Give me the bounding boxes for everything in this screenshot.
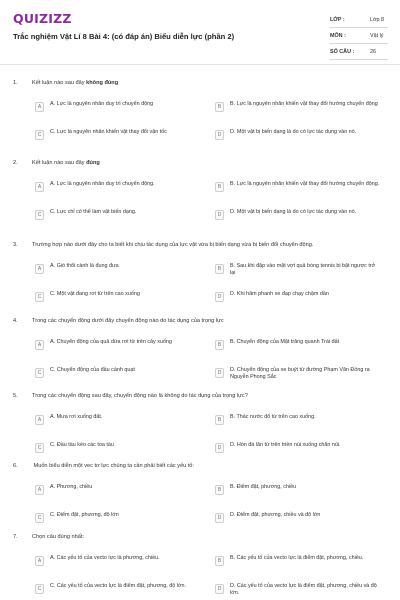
option-letter-box: A — [35, 264, 44, 274]
option-text: C. Lực chỉ có thể làm vật biến dạng. — [50, 209, 137, 215]
question-prompt — [13, 318, 393, 325]
meta-row-subject — [330, 30, 388, 44]
option-letter-box: B — [215, 102, 224, 112]
option-letter-box: C — [35, 513, 44, 523]
option-text: C. Một vật đang rơi từ trên cao xuống — [50, 291, 140, 297]
option-letter-box: B — [215, 182, 224, 192]
option-letter-box: A — [35, 340, 44, 350]
option-letter-box: C — [35, 584, 44, 594]
answer-option-a[interactable] — [35, 100, 205, 116]
option-text: A. Phương, chiều — [50, 484, 93, 490]
answer-option-a[interactable] — [35, 554, 205, 570]
question-prompt — [13, 80, 393, 87]
question-block — [0, 534, 400, 600]
option-letter-box: C — [35, 292, 44, 302]
option-text: D. Hòn đá lăn từ trên triền núi xuống chân núi. — [230, 442, 341, 448]
answer-option-c[interactable] — [35, 441, 205, 457]
option-text: C. Các yếu tố của vecto lực là điểm đặt, phương, độ lớn. — [50, 583, 186, 589]
answer-option-a[interactable] — [35, 180, 205, 196]
answer-option-a[interactable] — [35, 338, 205, 354]
question-number: 4. — [13, 318, 18, 324]
option-letter-box: D — [215, 584, 224, 594]
option-text: C. Lực là nguyên nhân khiến vật thay đổi vận tốc — [50, 129, 167, 135]
question-emphasis: đúng — [86, 160, 100, 166]
option-text: B. Các yếu tố của vecto lực là điểm đặt, phương, chiều. — [230, 555, 364, 561]
meta-label: SỐ CÂU : — [330, 49, 355, 55]
meta-label: LỚP : — [330, 17, 345, 23]
meta-row-count — [330, 46, 388, 60]
question-text: Trong các chuyển động dưới đây chuyển động nào do tác dụng của trọng lực — [32, 318, 224, 324]
option-letter-box: B — [215, 264, 224, 274]
answer-option-d[interactable] — [215, 511, 385, 527]
question-number: 6. — [13, 463, 18, 469]
option-letter-box: B — [215, 340, 224, 350]
option-text: A. Lực là nguyên nhân duy trì chuyển động. — [50, 181, 155, 187]
option-letter-box: A — [35, 182, 44, 192]
question-prompt — [13, 242, 393, 249]
worksheet-header — [0, 0, 400, 64]
option-letter-box: D — [215, 443, 224, 453]
option-text: D. Khi hãm phanh xe đạp chạy chậm dần — [230, 291, 329, 297]
answer-option-b[interactable] — [215, 180, 385, 196]
option-letter-box: B — [215, 415, 224, 425]
answer-option-a[interactable] — [35, 262, 205, 278]
option-text: B. Chuyển động của Mặt trăng quanh Trái đất — [230, 339, 340, 345]
question-block — [0, 318, 400, 388]
question-emphasis: không đúng — [86, 80, 119, 86]
question-prompt — [13, 160, 393, 167]
option-letter-box: C — [35, 443, 44, 453]
answer-option-d[interactable] — [215, 366, 385, 382]
answer-option-b[interactable] — [215, 483, 385, 499]
option-letter-box: B — [215, 556, 224, 566]
meta-label: MÔN : — [330, 33, 346, 39]
option-text: D. Một vật bị biến dạng là do có lực tác dụng vào nó. — [230, 129, 357, 135]
option-letter-box: D — [215, 368, 224, 378]
option-text: C. Chuyển động của đầu cánh quạt — [50, 367, 135, 373]
option-letter-box: B — [215, 485, 224, 495]
option-letter-box: C — [35, 368, 44, 378]
option-text: B. Lực là nguyên nhân khiến vật thay đổi hướng chuyển động. — [230, 181, 380, 187]
option-text: A. Mưa rơi xuống đất. — [50, 414, 103, 420]
answer-option-b[interactable] — [215, 413, 385, 429]
answer-option-c[interactable] — [35, 290, 205, 306]
option-letter-box: A — [35, 415, 44, 425]
answer-option-b[interactable] — [215, 262, 385, 278]
answer-option-c[interactable] — [35, 208, 205, 224]
answer-option-c[interactable] — [35, 128, 205, 144]
question-number: 5. — [13, 393, 18, 399]
option-text: A. Lực là nguyên nhân duy trì chuyển động — [50, 101, 154, 107]
option-text: C. Đầu tàu kéo các toa tàu — [50, 442, 114, 448]
option-text: B. Thác nước đổ từ trên cao xuống. — [230, 414, 316, 420]
question-block — [0, 160, 400, 230]
option-letter-box: D — [215, 130, 224, 140]
answer-option-d[interactable] — [215, 208, 385, 224]
question-block — [0, 393, 400, 463]
question-number: 3. — [13, 242, 18, 248]
answer-option-b[interactable] — [215, 338, 385, 354]
header-divider — [0, 64, 400, 65]
answer-option-d[interactable] — [215, 128, 385, 144]
meta-row-class — [330, 14, 388, 28]
answer-option-d[interactable] — [215, 290, 385, 306]
option-text: D. Chuyển động của xe buýt từ đường Phạm Văn Đồng ra Nguyễn Phong Sắc — [230, 367, 370, 381]
option-letter-box: D — [215, 513, 224, 523]
quizizz-logo: QUIZIZZ — [13, 11, 72, 26]
option-letter-box: D — [215, 292, 224, 302]
option-text: C. Điểm đặt, phương, độ lớn — [50, 512, 119, 518]
option-letter-box: A — [35, 102, 44, 112]
question-number: 7. — [13, 534, 18, 540]
answer-option-d[interactable] — [215, 582, 385, 598]
option-text: D. Một vật bị biến dạng là do có lực tác dụng vào nó. — [230, 209, 357, 215]
answer-option-c[interactable] — [35, 511, 205, 527]
meta-value: Vật lý — [370, 33, 384, 39]
question-text: Trong các chuyển động sau đây, chuyển động nào là không do tác dụng của trọng lực? — [32, 393, 248, 399]
question-block — [0, 242, 400, 312]
question-prompt — [13, 463, 393, 470]
question-block — [0, 80, 400, 150]
option-letter-box: D — [215, 210, 224, 220]
option-letter-box: A — [35, 556, 44, 566]
meta-value: Lớp 8 — [370, 17, 385, 23]
meta-value: 26 — [370, 49, 376, 55]
question-block — [0, 463, 400, 533]
question-prompt — [13, 534, 393, 541]
answer-option-a[interactable] — [35, 483, 205, 499]
option-letter-box: C — [35, 210, 44, 220]
question-text: Muốn biểu diễn một vec tơ lực chúng ta cần phải biết các yếu tố: — [32, 463, 194, 469]
option-text: D. Điểm đặt, phương, chiều và độ lớn — [230, 512, 321, 518]
worksheet-meta — [330, 14, 388, 62]
option-letter-box: A — [35, 485, 44, 495]
answer-option-c[interactable] — [35, 366, 205, 382]
option-text: B. Sau khi đập vào mặt vợt quả bóng tennis bị bật ngược trở lại — [230, 263, 376, 277]
question-prompt — [13, 393, 393, 400]
question-text: Kết luận nào sau đây — [32, 160, 87, 166]
option-text: B. Lực là nguyên nhân khiến vật thay đổi hướng chuyển động — [230, 101, 378, 107]
answer-option-c[interactable] — [35, 582, 205, 598]
option-text: A. Gió thổi cành lá đung đưa — [50, 263, 119, 269]
question-text: Kết luận nào sau đây — [32, 80, 87, 86]
question-text: Chọn câu đúng nhất: — [32, 534, 84, 540]
question-number: 1. — [13, 80, 18, 86]
option-text: A. Chuyển động của quả dừa rơi từ trên cây xuống — [50, 339, 172, 345]
option-text: D. Các yếu tố của vecto lực là điểm đặt, phương, chiều và độ lớn. — [230, 583, 377, 597]
answer-option-b[interactable] — [215, 100, 385, 116]
worksheet-title: Trắc nghiệm Vật Lí 8 Bài 4: (có đáp án) Biểu diễn lực (phần 2) — [13, 32, 235, 41]
question-number: 2. — [13, 160, 18, 166]
answer-option-a[interactable] — [35, 413, 205, 429]
option-letter-box: C — [35, 130, 44, 140]
question-text: Trường hợp nào dưới đây cho ta biết khi chịu tác dụng của lực vật vừa bị biến dạng vừa bị biến đổi chuyển động. — [32, 242, 314, 248]
answer-option-d[interactable] — [215, 441, 385, 457]
answer-option-b[interactable] — [215, 554, 385, 570]
option-text: A. Các yếu tố của vecto lực là phương, chiều. — [50, 555, 160, 561]
option-text: B. Điểm đặt, phương, chiều — [230, 484, 297, 490]
